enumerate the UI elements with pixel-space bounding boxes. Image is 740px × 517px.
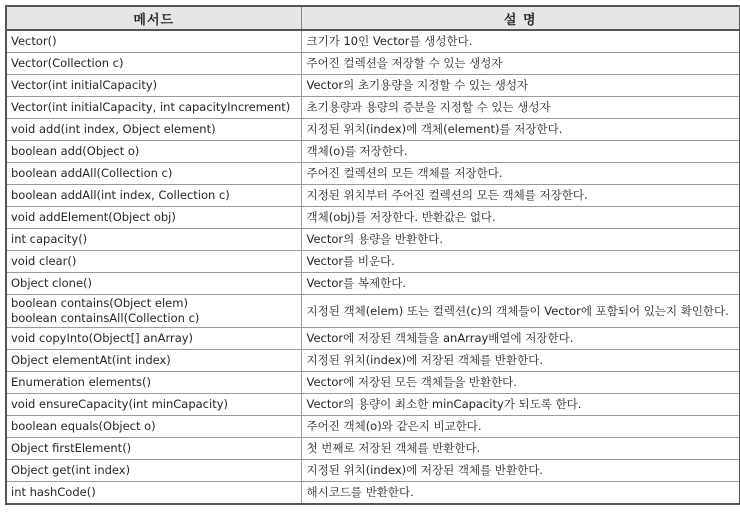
- method-signature-cell: [6, 328, 301, 350]
- method-signature-cell: [6, 251, 301, 273]
- table-row: [6, 394, 740, 416]
- vector-method-table-frame: [5, 5, 739, 505]
- method-description: 지정된 위치(index)에 객체(element)를 저장한다.: [301, 119, 740, 141]
- method-signature: Object get(int index): [11, 463, 131, 477]
- method-description: Vector의 초기용량을 지정할 수 있는 생성자: [301, 75, 740, 97]
- method-signature-cell: [6, 30, 301, 53]
- method-signature-cell: [6, 350, 301, 372]
- method-signature-cell: [6, 438, 301, 460]
- method-description: 지정된 객체(elem) 또는 컬렉션(c)의 객체들이 Vector에 포함되어 있는지 확인한다.: [301, 295, 740, 328]
- method-signature-cell: [6, 141, 301, 163]
- table-row: [6, 97, 740, 119]
- method-signature-cell: [6, 119, 301, 141]
- method-signature: boolean containsAll(Collection c): [11, 311, 200, 325]
- method-signature-cell: [6, 460, 301, 482]
- table-header-row: [6, 6, 740, 30]
- method-signature: void addElement(Object obj): [11, 210, 176, 224]
- method-signature: void clear(): [11, 254, 77, 268]
- method-signature: Object clone(): [11, 276, 92, 290]
- method-signature-cell: [6, 273, 301, 295]
- method-description: 주어진 컬렉션의 모든 객체를 저장한다.: [301, 163, 740, 185]
- table-row: [6, 185, 740, 207]
- method-signature-cell: [6, 229, 301, 251]
- method-description: Vector의 용량을 반환한다.: [301, 229, 740, 251]
- method-signature: int hashCode(): [11, 485, 96, 499]
- table-body: [6, 30, 740, 504]
- method-signature: boolean addAll(int index, Collection c): [11, 188, 230, 202]
- method-description: 주어진 객체(o)와 같은지 비교한다.: [301, 416, 740, 438]
- table-row: [6, 372, 740, 394]
- table-row: [6, 75, 740, 97]
- table-row: [6, 460, 740, 482]
- table-row: [6, 141, 740, 163]
- table-row: [6, 328, 740, 350]
- method-signature-cell: [6, 482, 301, 505]
- description-column-header: 설 명: [301, 6, 740, 30]
- method-signature: boolean equals(Object o): [11, 419, 156, 433]
- method-description: 지정된 위치(index)에 저장된 객체를 반환한다.: [301, 460, 740, 482]
- method-description: 객체(o)를 저장한다.: [301, 141, 740, 163]
- method-description: 초기용량과 용량의 증분을 지정할 수 있는 생성자: [301, 97, 740, 119]
- method-description: Vector를 비운다.: [301, 251, 740, 273]
- method-signature-cell: [6, 372, 301, 394]
- method-signature: boolean add(Object o): [11, 144, 140, 158]
- method-signature-cell: [6, 185, 301, 207]
- table-row: [6, 119, 740, 141]
- method-signature: Vector(): [11, 34, 57, 48]
- method-description: 해시코드를 반환한다.: [301, 482, 740, 505]
- table-row: [6, 416, 740, 438]
- method-signature: Object elementAt(int index): [11, 353, 171, 367]
- method-description: Vector를 복제한다.: [301, 273, 740, 295]
- method-signature: Object firstElement(): [11, 441, 132, 455]
- method-signature-cell: [6, 416, 301, 438]
- method-description: 주어진 컬렉션을 저장할 수 있는 생성자: [301, 53, 740, 75]
- table-row: [6, 273, 740, 295]
- method-signature-cell: [6, 53, 301, 75]
- method-signature: boolean contains(Object elem): [11, 296, 188, 310]
- table-row: [6, 229, 740, 251]
- method-signature: Vector(int initialCapacity): [11, 78, 158, 92]
- table-row: [6, 30, 740, 53]
- method-signature: void copyInto(Object[] anArray): [11, 331, 194, 345]
- method-signature-cell: [6, 394, 301, 416]
- method-description: 지정된 위치부터 주어진 컬렉션의 모든 객체를 저장한다.: [301, 185, 740, 207]
- method-signature-cell: [6, 75, 301, 97]
- method-description: 객체(obj)를 저장한다. 반환값은 없다.: [301, 207, 740, 229]
- method-signature-cell: [6, 295, 301, 328]
- table-row: [6, 438, 740, 460]
- method-description: 크기가 10인 Vector를 생성한다.: [301, 30, 740, 53]
- vector-method-table: [5, 5, 740, 505]
- method-signature: Enumeration elements(): [11, 375, 151, 389]
- method-description: Vector에 저장된 모든 객체들을 반환한다.: [301, 372, 740, 394]
- method-description: 지정된 위치(index)에 저장된 객체를 반환한다.: [301, 350, 740, 372]
- method-signature-cell: [6, 163, 301, 185]
- method-signature: int capacity(): [11, 232, 88, 246]
- method-signature: Vector(int initialCapacity, int capacityIncrement): [11, 100, 291, 114]
- method-signature-cell: [6, 97, 301, 119]
- table-row: [6, 482, 740, 505]
- method-signature: Vector(Collection c): [11, 56, 124, 70]
- method-description: Vector에 저장된 객체들을 anArray배열에 저장한다.: [301, 328, 740, 350]
- method-signature: void ensureCapacity(int minCapacity): [11, 397, 229, 411]
- method-column-header: 메서드: [6, 6, 301, 30]
- method-signature-cell: [6, 207, 301, 229]
- table-row: [6, 251, 740, 273]
- table-row: [6, 53, 740, 75]
- method-signature: void add(int index, Object element): [11, 122, 216, 136]
- table-row: [6, 207, 740, 229]
- table-row: [6, 163, 740, 185]
- method-description: 첫 번째로 저장된 객체를 반환한다.: [301, 438, 740, 460]
- method-signature: boolean addAll(Collection c): [11, 166, 173, 180]
- table-row: [6, 350, 740, 372]
- method-description: Vector의 용량이 최소한 minCapacity가 되도록 한다.: [301, 394, 740, 416]
- table-row: [6, 295, 740, 328]
